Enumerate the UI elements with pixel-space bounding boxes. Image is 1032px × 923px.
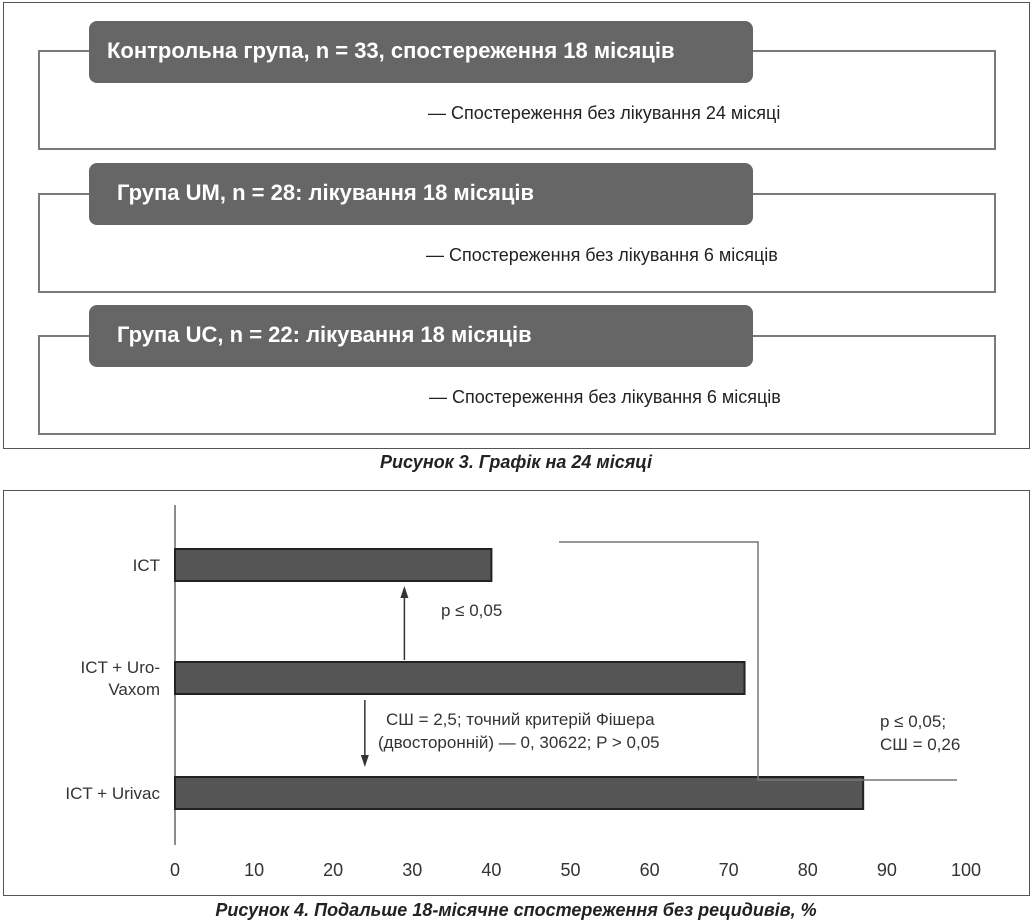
figure4-caption: Рисунок 4. Подальше 18-місячне спостереження без рецидивів, % [215, 900, 817, 920]
category-label: Vaxom [108, 680, 160, 699]
x-tick-label: 40 [481, 860, 502, 880]
figure3-caption: Рисунок 3. Графік на 24 місяці [380, 452, 652, 472]
x-tick-label: 60 [639, 860, 660, 880]
bar [175, 662, 745, 694]
x-tick-label: 30 [402, 860, 423, 880]
category-label: ICT [132, 556, 160, 575]
bar [175, 777, 863, 809]
right-stat-line2: СШ = 0,26 [880, 735, 961, 754]
group-pill-control: Контрольна група, n = 33, спостереження 18 місяців [89, 21, 753, 83]
x-tick-label: 80 [797, 860, 818, 880]
up-arrow-head [400, 586, 408, 598]
x-tick-label: 20 [323, 860, 344, 880]
stat-label-line2: (двосторонній) — 0, 30622; P > 0,05 [378, 733, 660, 752]
x-tick-label: 0 [169, 860, 181, 880]
x-tick-label: 70 [718, 860, 739, 880]
down-arrow-head [361, 755, 369, 767]
category-label: ICT + Uro- [80, 658, 160, 677]
category-label: ICT + Urivac [65, 784, 160, 803]
x-tick-label: 90 [876, 860, 897, 880]
stat-label-line1: СШ = 2,5; точний критерій Фішера [386, 710, 655, 729]
group-note-uc: — Спостереження без лікування 6 місяців [429, 387, 781, 407]
x-tick-label: 10 [244, 860, 265, 880]
group-pill-um: Група UM, n = 28: лікування 18 місяців [89, 163, 753, 225]
right-stat-line1: p ≤ 0,05; [880, 712, 947, 731]
p-value-label: p ≤ 0,05 [441, 601, 503, 620]
group-note-control: — Спостереження без лікування 24 місяці [428, 103, 781, 123]
group-note-um: — Спостереження без лікування 6 місяців [426, 245, 778, 265]
bar [175, 549, 491, 581]
group-pill-uc: Група UC, n = 22: лікування 18 місяців [89, 305, 753, 367]
x-tick-label: 100 [950, 860, 982, 880]
x-tick-label: 50 [560, 860, 581, 880]
